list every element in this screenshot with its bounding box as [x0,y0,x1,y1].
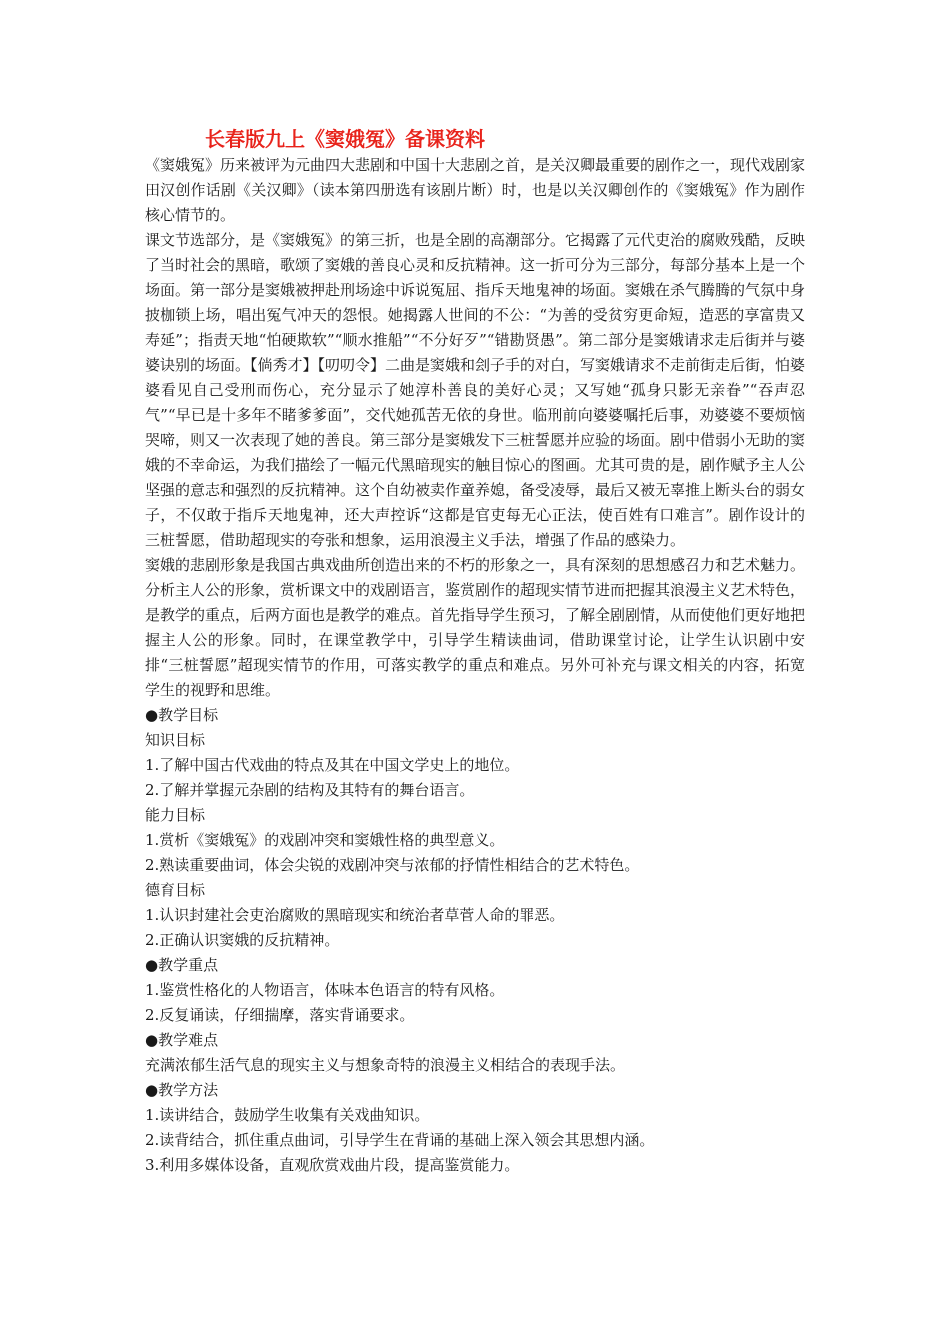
list-item: 1.认识封建社会吏治腐败的黑暗现实和统治者草菅人命的罪恶。 [145,906,565,924]
list-item: 1.赏析《窦娥冤》的戏剧冲突和窦娥性格的典型意义。 [145,831,505,849]
subheading-ability: 能力目标 [145,806,206,824]
heading-teaching-method: ●教学方法 [145,1081,219,1099]
heading-teaching-focus: ●教学重点 [145,956,219,974]
list-item: 2.正确认识窦娥的反抗精神。 [145,931,340,949]
paragraph-excerpt-analysis: 课文节选部分，是《窦娥冤》的第三折，也是全剧的高潮部分。它揭露了元代吏治的腐败残酷，反映了当时社会的黑暗，歌颂了窦娥的善良心灵和反抗精神。这一折可分为三部分，每部分基本上是一个场面。第一部分是窦娥被押赴刑场途中诉说冤屈、指斥天地鬼神的场面。窦娥在杀气腾腾的气氛中身披枷锁上场，唱出冤气冲天的怨恨。她揭露人世间的不公：“为善的受贫穷更命短，造恶的享富贵又寿延”；指责天地“怕硬欺软”“顺水推船”“不分好歹”“错勘贤愚”。第二部分是窦娥请求走后街并与婆婆诀别的场面。【倘秀才】【叨叨令】二曲是窦娥和刽子手的对白，写窦娥请求不走前街走后街，怕婆婆看见自己受刑而伤心，充分显示了她淳朴善良的美好心灵；又写她“孤身只影无亲眷”“吞声忍气”“早已是十多年不睹爹爹面”，交代她孤苦无依的身世。临刑前向婆婆嘱托后事，劝婆婆不要烦恼哭啼，则又一次表现了她的善良。第三部分是窦娥发下三桩誓愿并应验的场面。剧中借弱小无助的窦娥的不幸命运，为我们描绘了一幅元代黑暗现实的触目惊心的图画。尤其可贵的是，剧作赋予主人公坚强的意志和强烈的反抗精神。这个自幼被卖作童养媳，备受凌辱，最后又被无辜推上断头台的弱女子，不仅敢于指斥天地鬼神，还大声控诉“这都是官吏每无心正法，使百姓有口难言”。剧作设计的三桩誓愿，借助超现实的夸张和想象，运用浪漫主义手法，增强了作品的感染力。 [145,231,806,549]
heading-teaching-goals: ●教学目标 [145,706,219,724]
difficulty-text: 充满浓郁生活气息的现实主义与想象奇特的浪漫主义相结合的表现手法。 [145,1056,626,1074]
subheading-moral: 德育目标 [145,881,206,899]
list-item: 3.利用多媒体设备，直观欣赏戏曲片段，提高鉴赏能力。 [145,1156,520,1174]
paragraph-intro: 《窦娥冤》历来被评为元曲四大悲剧和中国十大悲剧之首，是关汉卿最重要的剧作之一，现代戏剧家田汉创作话剧《关汉卿》（读本第四册选有该剧片断）时，也是以关汉卿创作的《窦娥冤》作为剧作核心情节的。 [145,156,806,224]
document-title: 长春版九上《窦娥冤》备课资料 [205,127,485,151]
list-item: 1.读讲结合，鼓励学生收集有关戏曲知识。 [145,1106,430,1124]
list-item: 2.熟读重要曲词，体会尖锐的戏剧冲突与浓郁的抒情性相结合的艺术特色。 [145,856,640,874]
list-item: 2.反复诵读，仔细揣摩，落实背诵要求。 [145,1006,415,1024]
paragraph-teaching-notes: 窦娥的悲剧形象是我国古典戏曲所创造出来的不朽的形象之一，具有深刻的思想感召力和艺术魅力。分析主人公的形象，赏析课文中的戏剧语言，鉴赏剧作的超现实情节进而把握其浪漫主义艺术特色，是教学的重点，后两方面也是教学的难点。首先指导学生预习，了解全剧剧情，从而使他们更好地把握主人公的形象。同时，在课堂教学中，引导学生精读曲词，借助课堂讨论，让学生认识剧中安排“三桩誓愿”超现实情节的作用，可落实教学的重点和难点。另外可补充与课文相关的内容，拓宽学生的视野和思维。 [145,556,806,699]
list-item: 1.了解中国古代戏曲的特点及其在中国文学史上的地位。 [145,756,520,774]
list-item: 1.鉴赏性格化的人物语言，体味本色语言的特有风格。 [145,981,505,999]
list-item: 2.了解并掌握元杂剧的结构及其特有的舞台语言。 [145,781,475,799]
heading-teaching-difficulty: ●教学难点 [145,1031,219,1049]
subheading-knowledge: 知识目标 [145,731,206,749]
document-body [145,153,805,1178]
list-item: 2.读背结合，抓住重点曲词，引导学生在背诵的基础上深入领会其思想内涵。 [145,1131,655,1149]
